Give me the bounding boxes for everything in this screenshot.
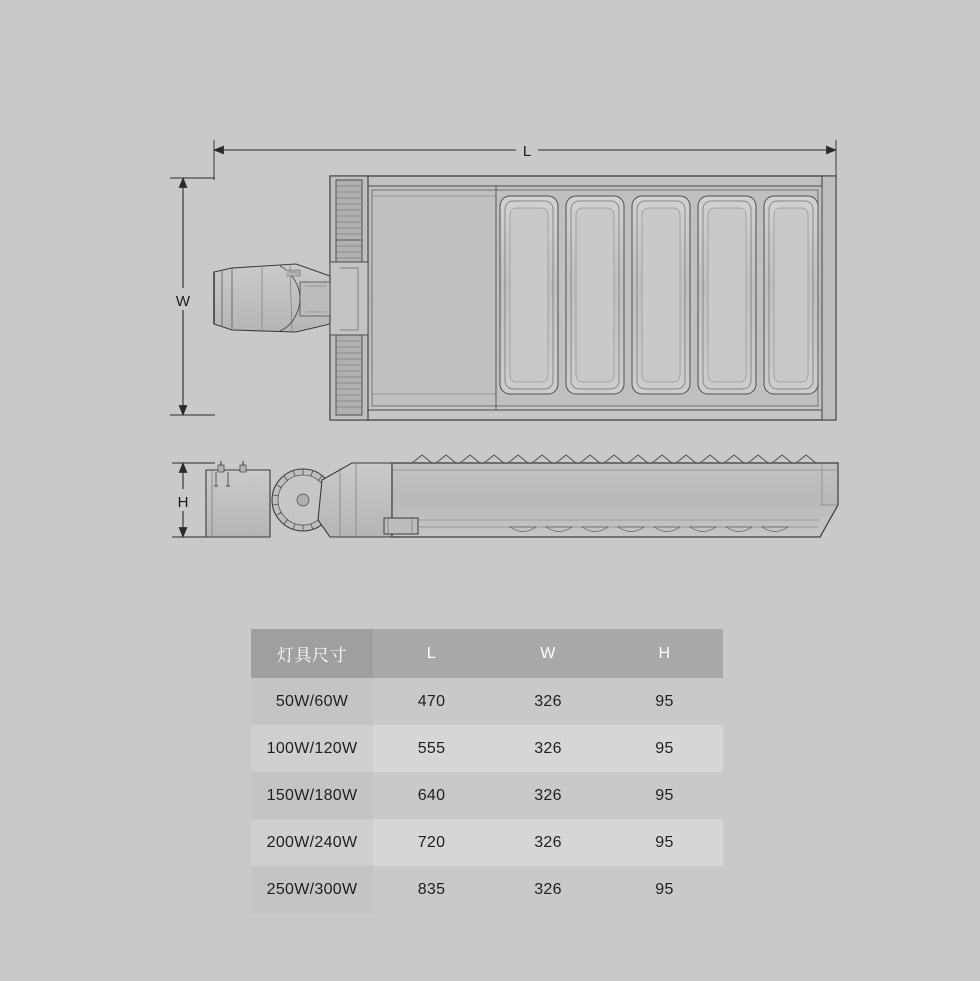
cell-height: 95 <box>606 725 723 772</box>
width-label: W <box>175 293 191 310</box>
table-header-model: 灯具尺寸 <box>251 629 373 678</box>
cell-height: 95 <box>606 819 723 866</box>
cell-width: 326 <box>534 786 562 804</box>
cell-model: 150W/180W <box>251 772 373 819</box>
cell-height: 95 <box>655 880 674 898</box>
table-header-height: H <box>606 629 723 678</box>
cell-model: 200W/240W <box>251 819 373 866</box>
table-row <box>251 678 723 725</box>
cell-width: 326 <box>490 819 606 866</box>
cell-length: 470 <box>417 692 446 710</box>
mounting-arm-top <box>214 264 330 332</box>
side-view <box>206 455 838 537</box>
length-label: L <box>522 143 532 160</box>
table-row <box>251 772 723 819</box>
cell-length: 835 <box>417 880 446 898</box>
cell-width: 326 <box>490 725 606 772</box>
table-row <box>251 819 723 866</box>
cell-model: 100W/120W <box>251 725 373 772</box>
cell-length: 640 <box>417 786 446 804</box>
cell-model: 250W/300W <box>251 866 373 913</box>
dimension-table <box>251 629 723 913</box>
height-label: H <box>177 494 189 511</box>
cell-width: 326 <box>534 880 562 898</box>
cell-length: 555 <box>373 725 490 772</box>
cell-model: 50W/60W <box>251 678 373 725</box>
table-row <box>251 866 723 913</box>
top-view <box>214 176 836 420</box>
dimension-line-length <box>214 138 836 180</box>
dimension-line-width <box>170 178 215 415</box>
cell-height: 95 <box>655 786 674 804</box>
cell-height: 95 <box>655 692 674 710</box>
dimension-table-container <box>251 629 723 913</box>
table-header-length: L <box>373 629 490 678</box>
table-header-width: W <box>490 629 606 678</box>
cell-length: 720 <box>373 819 490 866</box>
table-header-row <box>251 629 723 678</box>
table-row <box>251 725 723 772</box>
cell-width: 326 <box>534 692 562 710</box>
led-module-group <box>500 196 818 394</box>
